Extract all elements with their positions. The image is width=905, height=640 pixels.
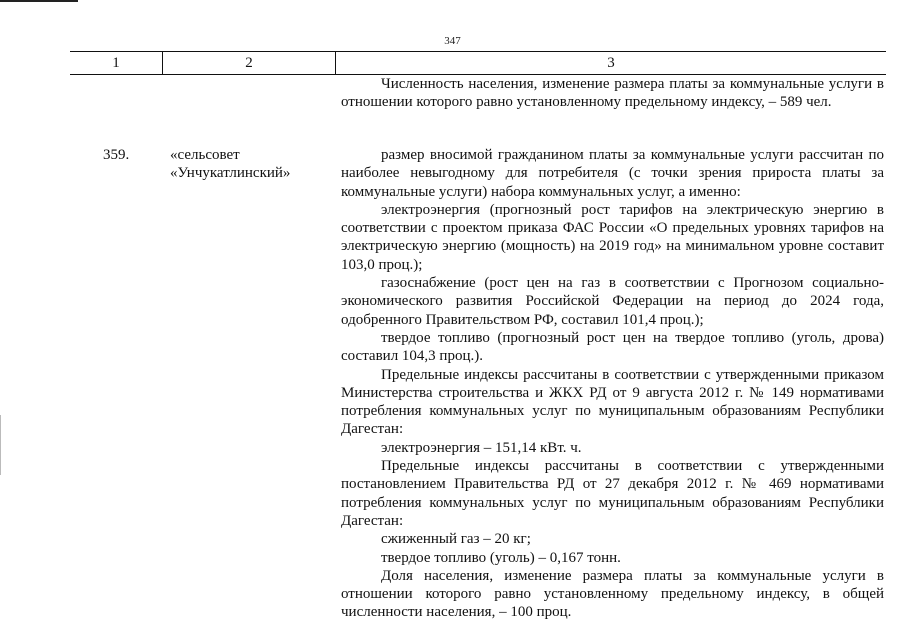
continuation-paragraph: Численность населения, изменение размера платы за коммунальные услуги в отношении которого равно установленному предельному индексу, – 589 чел.: [341, 76, 884, 111]
scan-mark-left: [0, 415, 1, 475]
entry-name-line: «сельсовет: [170, 147, 240, 163]
paragraph-gas: газоснабжение (рост цен на газ в соответствии с Прогнозом социально-экономического развития Российской Федерации на период до 2024 года, одобренного Правительством РФ, составил 101,4 проц.);: [341, 275, 884, 328]
continuation-text-block: [341, 75, 884, 112]
entry-number: 359.: [103, 147, 130, 163]
paragraph-gas-norm: сжиженный газ – 20 кг;: [381, 531, 531, 548]
paragraph-indices-resolution: Предельные индексы рассчитаны в соответствии с утвержденными постановлением Правительства РД от 27 декабря 2012 г. № 469 нормативами потребления коммунальных услуг по муниципальным образованиям Республики Дагестан:: [341, 458, 884, 529]
paragraph-population-share: Доля населения, изменение размера платы за коммунальные услуги в отношении которого равно установленному предельному индексу, в общей численности населения, – 100 проц.: [341, 567, 884, 621]
paragraph-electricity-norm: электроэнергия – 151,14 кВт. ч.: [381, 439, 582, 456]
entry-description: [341, 146, 884, 622]
scan-mark-top: [0, 0, 78, 2]
column-header-3: 3: [607, 54, 615, 71]
column-header-1: 1: [70, 52, 163, 74]
column-header-row: [70, 51, 886, 75]
paragraph-intro: размер вносимой гражданином платы за коммунальные услуги рассчитан по наиболее невыгодному для потребителя (с точки зрения прироста платы за коммунальные услуги) набора коммунальных услуг, а именно:: [341, 147, 884, 200]
entry-name: [170, 146, 335, 183]
page-number: 347: [444, 35, 461, 47]
paragraph-fuel-norm: твердое топливо (уголь) – 0,167 тонн.: [381, 549, 621, 566]
column-header-2: 2: [163, 52, 336, 74]
paragraph-electricity: электроэнергия (прогнозный рост тарифов на электрическую энергию в соответствии с проектом приказа ФАС России «О предельных уровнях тарифов на электрическую энергию (мощность) на 2019 год» на минимальном уровне составит 103,0 проц.);: [341, 201, 884, 273]
entry-name-line: «Унчукатлинский»: [170, 165, 291, 182]
paragraph-solid-fuel: твердое топливо (прогнозный рост цен на твердое топливо (уголь, дрова) составил 104,3 проц.).: [341, 329, 884, 365]
paragraph-indices-order: Предельные индексы рассчитаны в соответствии с утвержденными приказом Министерства строительства и ЖКХ РД от 9 августа 2012 г. № 149 нормативами потребления коммунальных услуг по муниципальным образованиям Республики Дагестан:: [341, 366, 884, 438]
